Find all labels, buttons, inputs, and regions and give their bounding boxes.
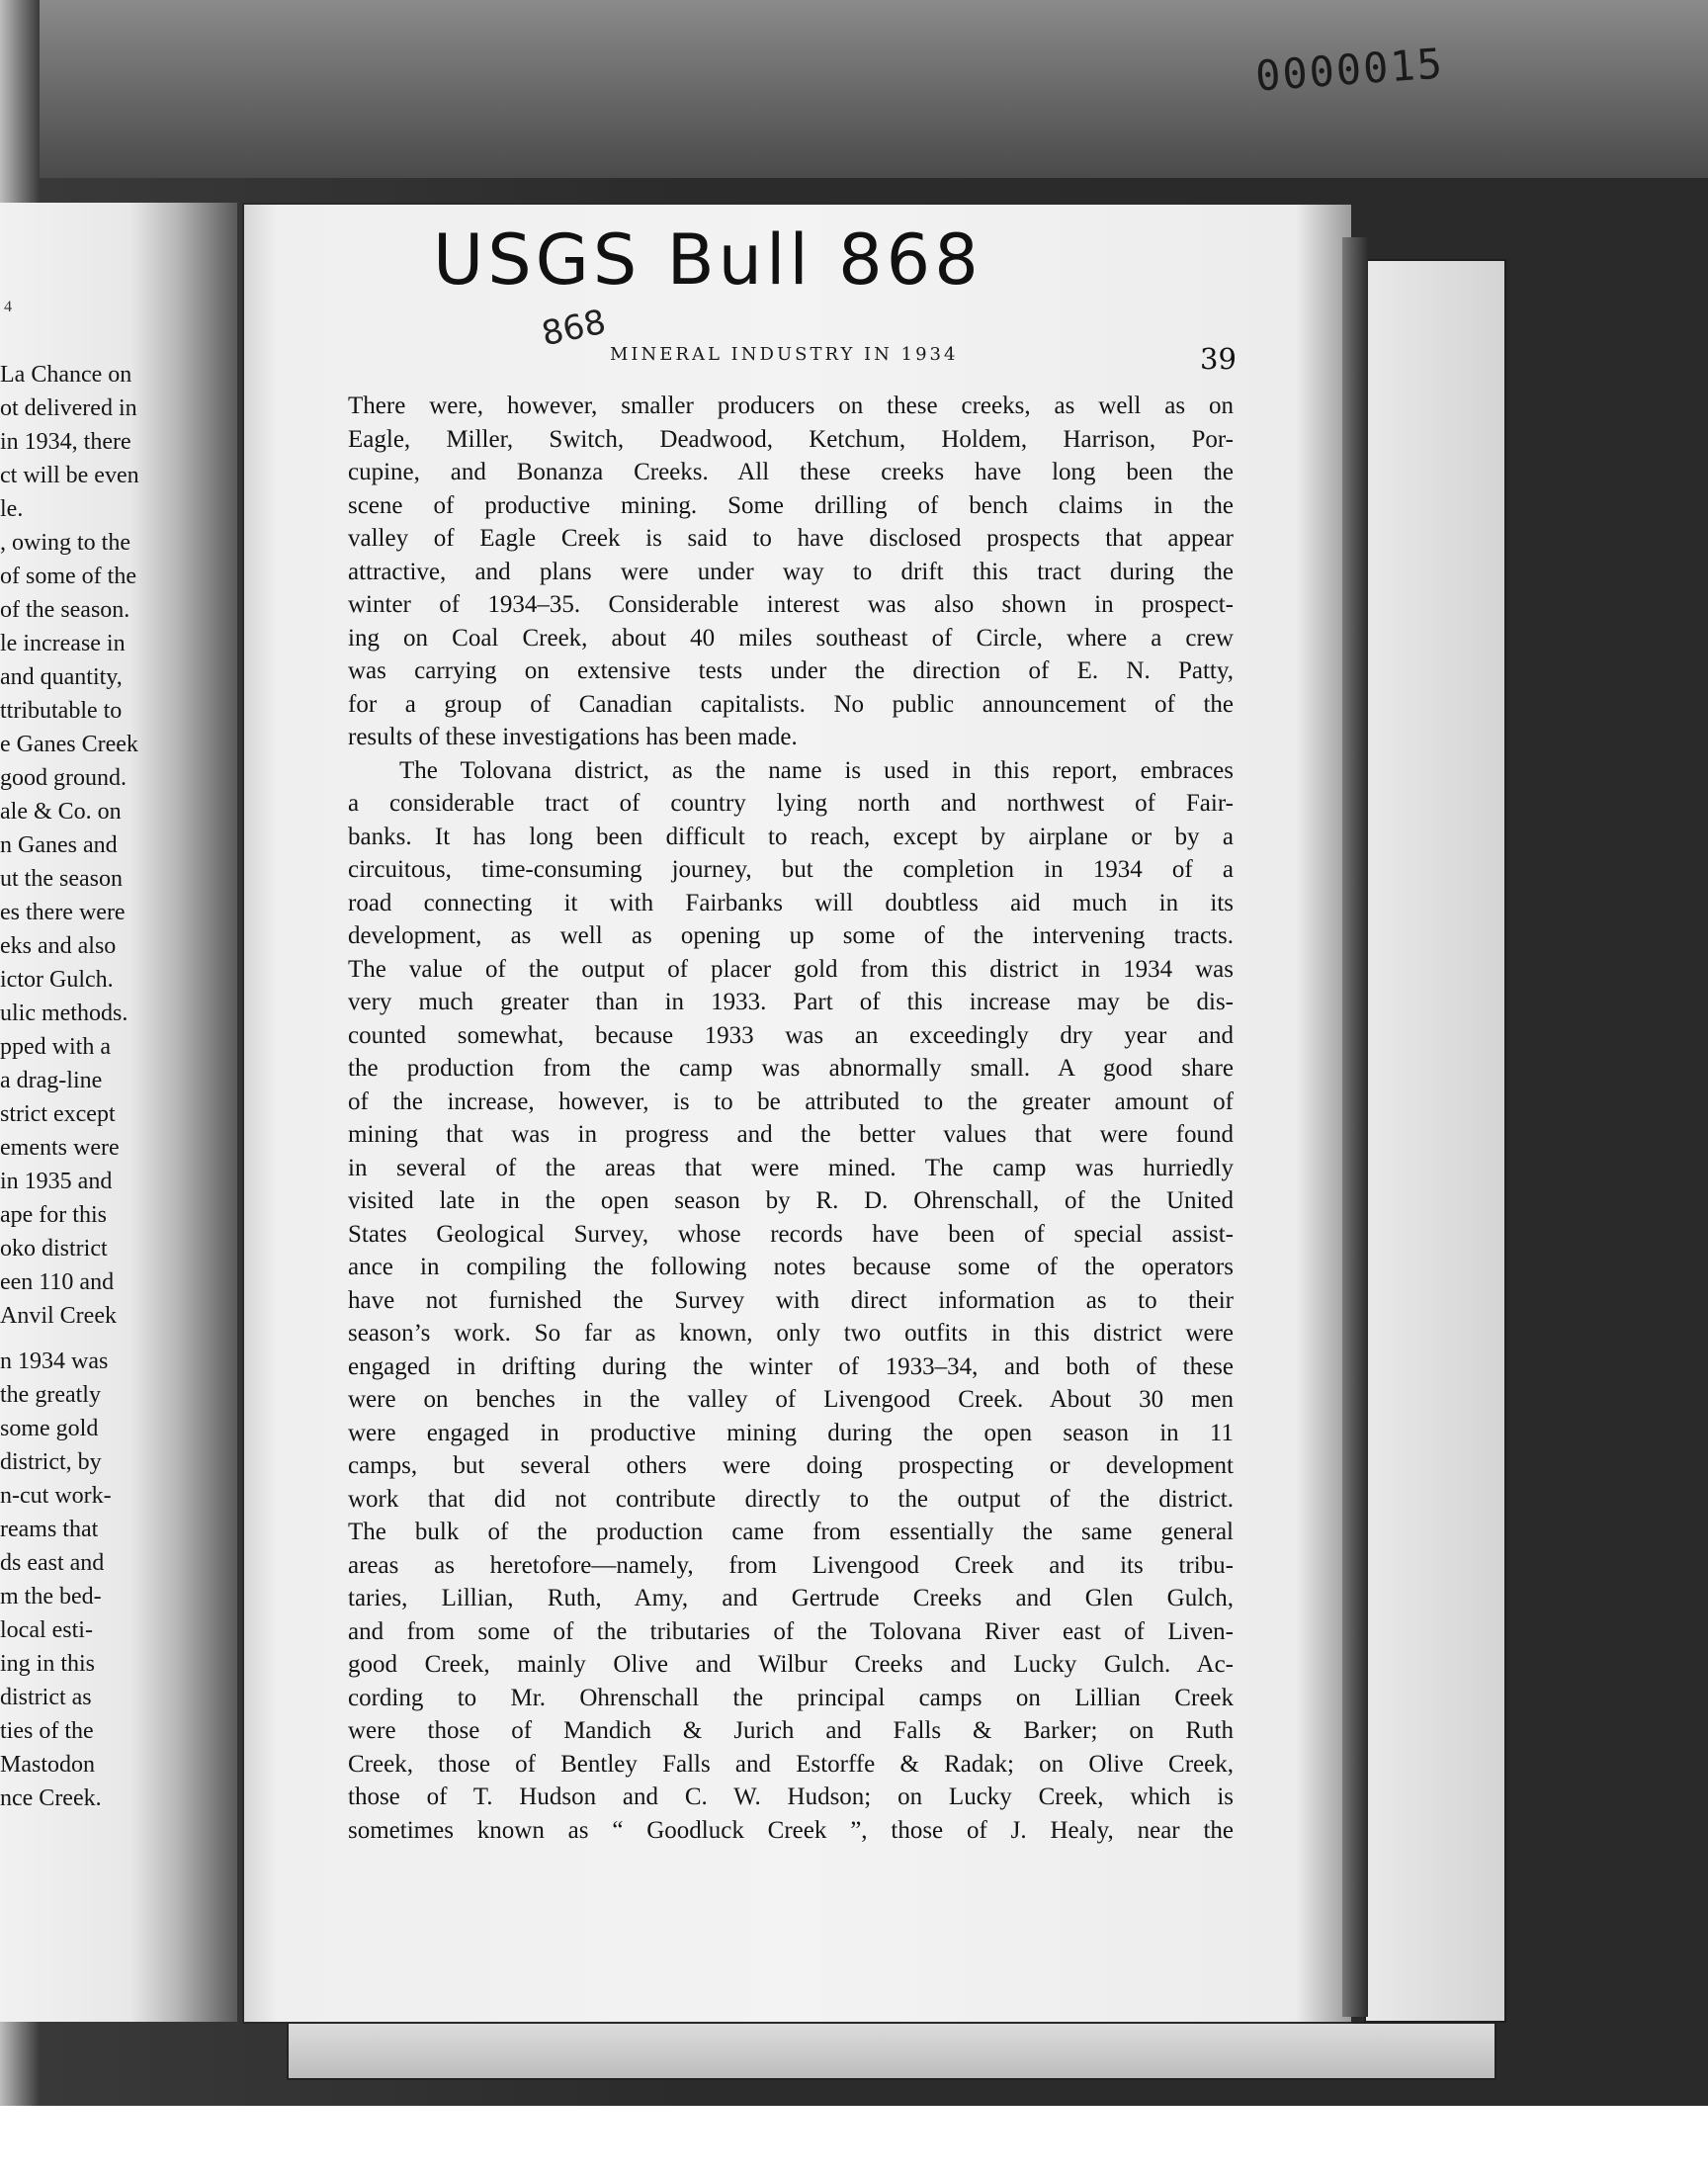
text-line: very much greater than in 1933. Part of this increase may be dis- [348, 989, 1234, 1015]
left-line: ements were [0, 1135, 120, 1161]
left-page-text [0, 358, 198, 1815]
left-line: , owing to the [0, 530, 130, 556]
left-line: and quantity, [0, 664, 123, 690]
text-line: season’s work. So far as known, only two outfits in this district were [348, 1320, 1234, 1347]
text-line: cupine, and Bonanza Creeks. All these creeks have long been the [348, 459, 1234, 485]
handwritten-title: USGS Bull 868 [433, 219, 982, 301]
text-line: scene of productive mining. Some drilling of bench claims in the [348, 491, 1234, 519]
text-line: counted somewhat, because 1933 was an exceedingly dry year and [348, 1021, 1234, 1049]
left-line: een 110 and [0, 1269, 115, 1295]
left-line: ct will be even [0, 463, 139, 488]
left-line: n Ganes and [0, 832, 118, 858]
text-line: Creek, those of Bentley Falls and Estorffe & Radak; on Olive Creek, [348, 1750, 1234, 1778]
left-line: pped with a [0, 1034, 111, 1060]
text-line: circuitous, time-consuming journey, but the completion in 1934 of a [348, 856, 1234, 883]
left-line: good ground. [0, 765, 127, 791]
text-line: There were, however, smaller producers on these creeks, as well as on [348, 392, 1234, 419]
left-line: ot delivered in [0, 395, 137, 421]
left-line: le. [0, 496, 24, 522]
text-line: mining that was in progress and the better values that were found [348, 1121, 1234, 1148]
text-line: for a group of Canadian capitalists. No public announcement of the [348, 690, 1234, 718]
text-line: attractive, and plans were under way to drift this tract during the [348, 558, 1234, 585]
left-line: local esti- [0, 1617, 93, 1643]
text-line: valley of Eagle Creek is said to have disclosed prospects that appear [348, 525, 1234, 552]
back-pages-bottom [287, 2022, 1496, 2080]
left-line: ictor Gulch. [0, 967, 114, 993]
text-line: good Creek, mainly Olive and Wilbur Creeks and Lucky Gulch. Ac- [348, 1651, 1234, 1678]
left-line: n 1934 was [0, 1348, 109, 1374]
text-line: of the increase, however, is to be attributed to the greater amount of [348, 1088, 1234, 1115]
text-line: were those of Mandich & Jurich and Falls & Barker; on Ruth [348, 1717, 1234, 1744]
text-line: were engaged in productive mining during the open season in 11 [348, 1419, 1234, 1446]
text-line: ance in compiling the following notes because some of the operators [348, 1254, 1234, 1280]
left-line: ties of the [0, 1718, 94, 1744]
text-line: visited late in the open season by R. D. Ohrenschall, of the United [348, 1187, 1234, 1214]
left-line: ale & Co. on [0, 799, 122, 825]
text-line: camps, but several others were doing prospecting or development [348, 1452, 1234, 1479]
stamp-number: 0000015 [1253, 39, 1446, 101]
left-line: in 1934, there [0, 429, 131, 455]
text-line: were on benches in the valley of Livengood Creek. About 30 men [348, 1386, 1234, 1413]
left-line: a drag-line [0, 1068, 103, 1093]
left-line: district as [0, 1685, 92, 1710]
left-line: Anvil Creek [0, 1303, 117, 1329]
running-head: MINERAL INDUSTRY IN 1934 [610, 344, 959, 365]
left-line: La Chance on [0, 362, 132, 388]
left-line: of some of the [0, 564, 136, 589]
scan-top-shade [0, 0, 1708, 178]
text-line: cording to Mr. Ohrenschall the principal camps on Lillian Creek [348, 1684, 1234, 1711]
text-line: areas as heretofore—namely, from Livengood Creek and its tribu- [348, 1551, 1234, 1579]
left-line: n-cut work- [0, 1483, 112, 1509]
text-line: The value of the output of placer gold from this district in 1934 was [348, 955, 1234, 983]
text-line: Eagle, Miller, Switch, Deadwood, Ketchum, Holdem, Harrison, Por- [348, 425, 1234, 453]
text-line: The bulk of the production came from essentially the same general [348, 1519, 1234, 1545]
body-text [348, 390, 1234, 1847]
left-line: ut the season [0, 866, 123, 892]
page-number: 39 [1200, 342, 1237, 376]
text-line: a considerable tract of country lying north and northwest of Fair- [348, 790, 1234, 817]
text-line: sometimes known as “ Goodluck Creek ”, those of J. Healy, near the [348, 1816, 1234, 1844]
left-page-corner-mark: 4 [4, 299, 12, 315]
left-line: e Ganes Creek [0, 732, 138, 757]
left-line: of the season. [0, 597, 130, 623]
text-line: banks. It has long been difficult to reach, except by airplane or by a [348, 823, 1234, 850]
left-line: m the bed- [0, 1584, 102, 1610]
text-line: work that did not contribute directly to the output of the district. [348, 1485, 1234, 1513]
text-line: have not furnished the Survey with direct information as to their [348, 1286, 1234, 1314]
text-line: winter of 1934–35. Considerable interest was also shown in prospect- [348, 591, 1234, 618]
handwritten-note: 868 [538, 302, 610, 355]
left-paragraph-gap [0, 1333, 198, 1345]
left-line: in 1935 and [0, 1169, 113, 1194]
left-line: some gold [0, 1416, 99, 1441]
text-line: road connecting it with Fairbanks will doubtless aid much in its [348, 889, 1234, 916]
right-page-edge-shadow [1342, 237, 1368, 2017]
left-line: ulic methods. [0, 1000, 128, 1026]
left-line: the greatly [0, 1382, 101, 1408]
scan-bottom-margin [0, 2106, 1708, 2175]
left-line: district, by [0, 1449, 102, 1475]
text-line: those of T. Hudson and C. W. Hudson; on Lucky Creek, which is [348, 1784, 1234, 1810]
text-line: States Geological Survey, whose records have been of special assist- [348, 1220, 1234, 1248]
left-line: eks and also [0, 933, 117, 959]
text-line: the production from the camp was abnormally small. A good share [348, 1055, 1234, 1082]
text-line: results of these investigations has been made. [348, 724, 798, 750]
back-pages-right [1364, 259, 1506, 2023]
text-line: development, as well as opening up some of the intervening tracts. [348, 922, 1234, 949]
text-line: ing on Coal Creek, about 40 miles southeast of Circle, where a crew [348, 624, 1234, 652]
text-line: was carrying on extensive tests under the direction of E. N. Patty, [348, 657, 1234, 684]
left-line: ing in this [0, 1651, 96, 1677]
left-line: reams that [0, 1517, 99, 1542]
left-line: le increase in [0, 631, 126, 656]
text-line: in several of the areas that were mined. The camp was hurriedly [348, 1154, 1234, 1181]
left-line: ape for this [0, 1202, 107, 1228]
left-line: strict except [0, 1101, 116, 1127]
text-line: The Tolovana district, as the name is used in this report, embraces [399, 756, 1234, 784]
text-line: taries, Lillian, Ruth, Amy, and Gertrude Creeks and Glen Gulch, [348, 1585, 1234, 1611]
left-line: Mastodon [0, 1752, 95, 1778]
text-line: and from some of the tributaries of the Tolovana River east of Liven- [348, 1617, 1234, 1645]
text-line: engaged in drifting during the winter of 1933–34, and both of these [348, 1352, 1234, 1380]
left-line: nce Creek. [0, 1785, 102, 1811]
left-line: ttributable to [0, 698, 123, 724]
left-line: oko district [0, 1236, 108, 1262]
left-line: ds east and [0, 1550, 105, 1576]
left-line: es there were [0, 900, 126, 925]
